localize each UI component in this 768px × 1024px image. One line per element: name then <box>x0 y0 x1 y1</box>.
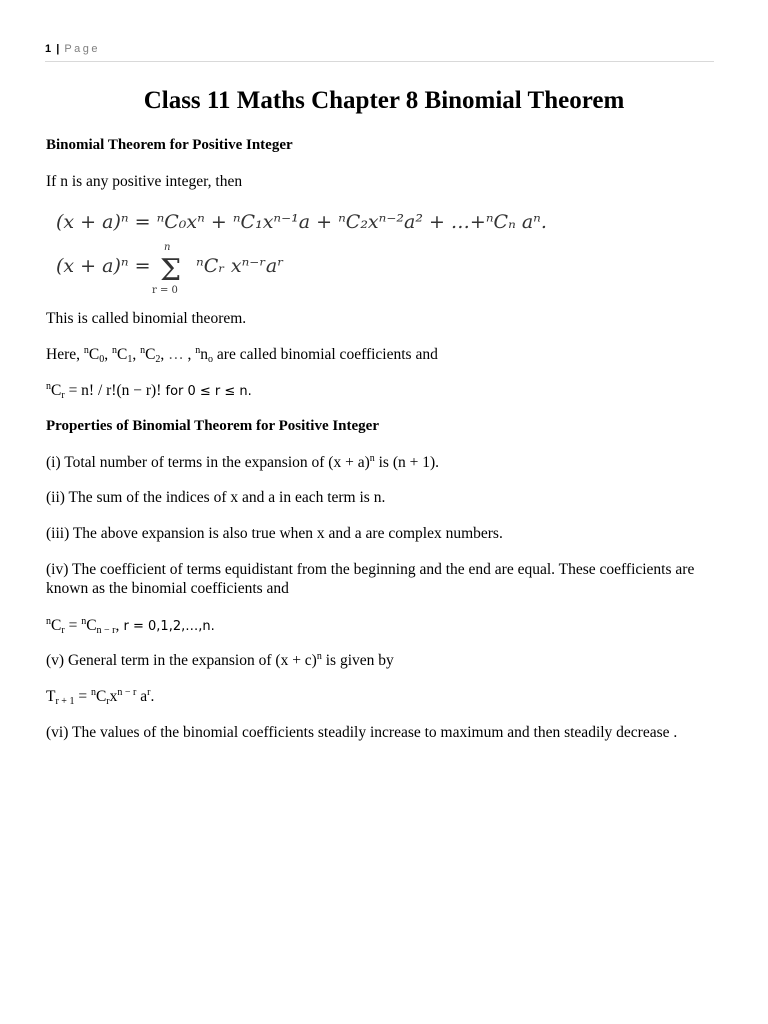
property-1: (i) Total number of terms in the expansion of $(x + a)^n$ is (n + 1). <box>46 453 440 471</box>
sum-lower-limit: r = 0 <box>152 285 178 296</box>
property-5: (v) General term in the expansion of $(x + c)^n$ is given by <box>46 651 394 669</box>
property-4-formula: $^nC_r = ^nC_{n - r}$, r = 0,1,2,…,n. <box>46 616 215 636</box>
property-2: (ii) The sum of the indices of x and a in each term is n. <box>46 489 386 506</box>
ellipsis: … <box>168 346 184 363</box>
general-term-formula: $T_{r + 1} = ^nC_rx^{n - r}$ $a^r$. <box>46 687 155 707</box>
intro-text: If n is any positive integer, then <box>46 173 243 190</box>
page-title: Class 11 Maths Chapter 8 Binomial Theorem <box>143 87 625 114</box>
binomial-formula-image <box>56 200 616 296</box>
called-text: This is called binomial theorem. <box>46 310 247 327</box>
page-header <box>45 43 714 62</box>
formula-line-2-rhs: ⁿCᵣ xⁿ⁻ʳaʳ <box>196 255 284 277</box>
section-heading-properties: Properties of Binomial Theorem for Positive Integer <box>46 418 379 434</box>
header-separator: | <box>56 43 60 55</box>
formula-line-2-lhs: (x + a)ⁿ = <box>56 255 151 277</box>
property-6: (vi) The values of the binomial coefficients steadily increase to maximum and then steadily decrease . <box>46 724 678 741</box>
property-3: (iii) The above expansion is also true when x and a are complex numbers. <box>46 525 503 542</box>
page-word: Page <box>64 43 101 55</box>
coefficients-text: Here, $^nC_0$, $^nC_1$, $^nC_2$, … , $^nn_o$ are called binomial coefficients and <box>46 345 438 365</box>
page-number: 1 <box>45 43 52 55</box>
ncr-definition: $^nC_r = n$! / r!(n − r)! for 0 ≤ r ≤ n. <box>46 381 252 401</box>
sigma-icon: Σ <box>160 253 182 288</box>
formula-line-1: (x + a)ⁿ = ⁿC₀xⁿ + ⁿC₁xⁿ⁻¹a + ⁿC₂xⁿ⁻²a² + …+ⁿCₙ aⁿ. <box>56 211 547 233</box>
sum-upper-limit: n <box>164 242 171 253</box>
property-4: (iv) The coefficient of terms equidistant from the beginning and the end are equal. These coefficients are known as the binomial coefficients and <box>46 561 695 597</box>
section-heading-binomial: Binomial Theorem for Positive Integer <box>46 137 293 153</box>
